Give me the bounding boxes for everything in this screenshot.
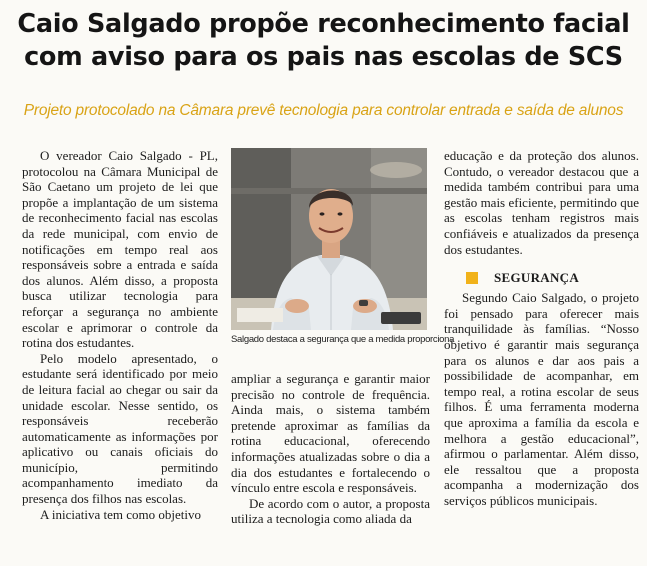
paragraph: O vereador Caio Salgado - PL, protocolou na Câmara Municipal de São Caetano um projeto de lei que propõe a implantação de um sistema de reconhecimento facial nas escolas da rede municipal, com envio de notificações em tempo real aos responsáveis sobre a entrada e saída dos alunos. Além disso, a proposta busca utilizar tecnologia para reforçar a segurança no ambiente escolar e aprimorar o controle da rotina dos estudantes. [22, 148, 218, 351]
headline-line-1: Caio Salgado propõe reconhecimento facial [17, 9, 630, 39]
person-photo-illustration [231, 148, 427, 330]
subheadline: Projeto protocolado na Câmara prevê tecnologia para controlar entrada e saída de alunos [23, 102, 624, 119]
photo-caption: Salgado destaca a segurança que a medida proporciona [231, 334, 455, 345]
article-photo [231, 148, 427, 330]
article-column-3 [444, 148, 639, 508]
section-heading-label: SEGURANÇA [494, 270, 580, 286]
headline-line-2: com aviso para os pais nas escolas de SCS [24, 42, 623, 72]
headline [0, 8, 647, 74]
paragraph: De acordo com o autor, a proposta utiliza a tecnologia como aliada da [231, 495, 430, 527]
paragraph: A iniciativa tem como objetivo [40, 506, 202, 522]
section-marker-icon [466, 272, 478, 284]
paragraph: ampliar a segurança e garantir maior precisão no controle de frequência. Ainda mais, o sistema também pretende aproximar as famílias da rotina educacional, oferecendo informações atualizadas sobre o dia a dia dos estudantes e fortalecendo o vínculo entre escola e responsáveis. [231, 371, 430, 496]
article-column-2 [231, 371, 430, 527]
section-heading [466, 270, 639, 285]
paragraph: educação e da proteção dos alunos. Contudo, o vereador destacou que a medida também contribui para uma gestão mais eficiente, permitindo que as escolas tenham registros mais confiáveis e atualizados da presença dos estudantes. [444, 148, 639, 257]
article-column-1 [22, 148, 218, 522]
paragraph: Pelo modelo apresentado, o estudante será identificado por meio de leitura facial ao chegar ou sair da unidade escolar. Nesse sentido, os responsáveis receberão automaticamente as informações por aplicativo ou canais oficiais do município, permitindo acompanhamento imediato da presença dos filhos nas escolas. [22, 350, 218, 507]
paragraph: Segundo Caio Salgado, o projeto foi pensado para oferecer mais tranquilidade às famílias. “Nosso objetivo é garantir mais segurança para os alunos e dar aos pais a possibilidade de acompanhar, em tempo real, a rotina escolar de seus filhos. É uma ferramenta moderna que aproxima a família da escola e melhora a gestão educacional”, afirmou o parlamentar. Além disso, ele ressaltou que a proposta acompanha a modernização dos serviços públicos municipais. [444, 290, 639, 508]
